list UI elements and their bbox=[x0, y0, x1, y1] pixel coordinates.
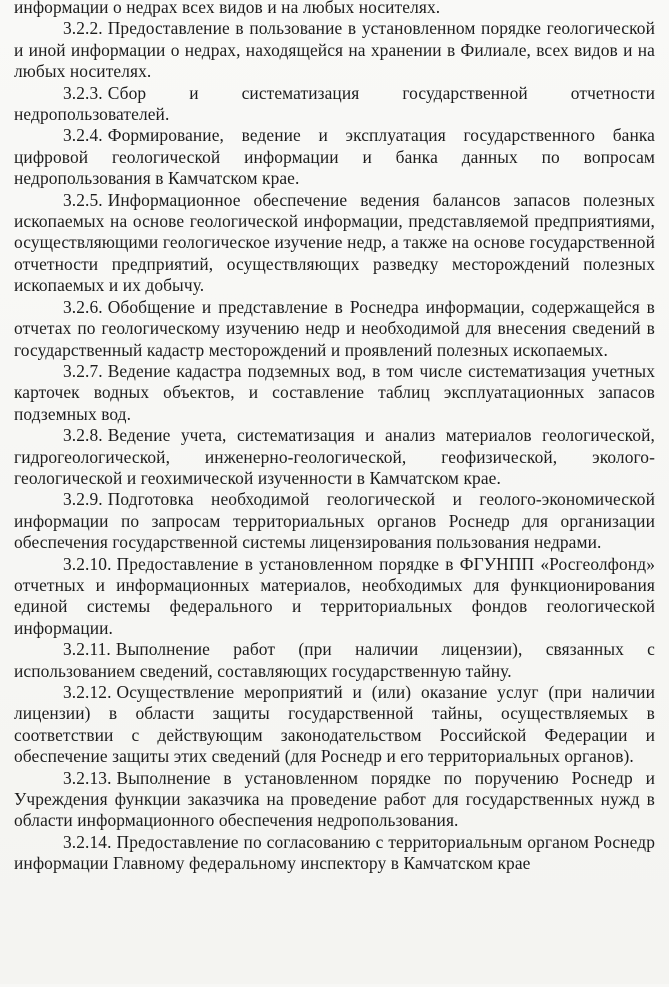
paragraph-number: 3.2.5. bbox=[63, 189, 103, 210]
paragraph-text: Формирование, ведение и эксплуатация государственного банка цифровой геологической информации и банка данных по вопросам недропользования в Камчатском крае. bbox=[14, 125, 655, 189]
paragraph-number: 3.2.14. bbox=[63, 831, 112, 852]
paragraph-text: информации о недрах всех видов и на любых носителях. bbox=[14, 0, 441, 17]
paragraph-text: Подготовка необходимой геологической и геолого-экономической информации по запросам территориальных органов Роснедр для организации обеспечения государственной системы лицензирования пользования недрами. bbox=[14, 489, 655, 553]
paragraph-3-2-9 bbox=[14, 489, 655, 553]
paragraph-text: Предоставление по согласованию с территориальным органом Роснедр информации Главному федеральному инспектору в Камчатском крае bbox=[14, 831, 655, 874]
paragraph-3-2-13 bbox=[14, 768, 655, 832]
paragraph-number: 3.2.11. bbox=[63, 639, 111, 660]
paragraph-number: 3.2.2. bbox=[63, 18, 103, 39]
paragraph-3-2-12 bbox=[14, 682, 655, 768]
paragraph-3-2-14 bbox=[14, 832, 655, 875]
paragraph-3-2-4 bbox=[14, 125, 655, 189]
paragraph-text: Выполнение в установленном порядке по поручению Роснедр и Учреждения функции заказчика на проведение работ для государственных нужд в области информационного обеспечения недропользования. bbox=[14, 767, 655, 831]
paragraph-number: 3.2.3. bbox=[63, 82, 103, 103]
paragraph-number: 3.2.4. bbox=[63, 125, 103, 146]
paragraph-number: 3.2.13. bbox=[63, 767, 112, 788]
paragraph-3-2-7 bbox=[14, 361, 655, 425]
paragraph-number: 3.2.9. bbox=[63, 489, 103, 510]
paragraph-text: Осуществление мероприятий и (или) оказание услуг (при наличии лицензии) в области защиты государственной тайны, осуществляемых в соответствии с действующим законодательством Российской Федерации и обеспечение защиты этих сведений (для Роснедр и его территориальных органов). bbox=[14, 682, 655, 767]
paragraph-text: Предоставление в пользование в установленном порядке геологической и иной информации о недрах, находящейся на хранении в Филиале, всех видов и на любых носителях. bbox=[14, 18, 655, 82]
paragraph-3-2-6 bbox=[14, 297, 655, 361]
paragraph-number: 3.2.6. bbox=[63, 296, 103, 317]
paragraph-text: Выполнение работ (при наличии лицензии), связанных с использованием сведений, составляющих государственную тайну. bbox=[14, 639, 655, 681]
paragraph-3-2-11 bbox=[14, 639, 655, 682]
paragraph-3-2-10 bbox=[14, 554, 655, 640]
paragraph-number: 3.2.12. bbox=[63, 682, 112, 702]
paragraph-3-2-5 bbox=[14, 190, 655, 297]
paragraph-3-2-2 bbox=[14, 18, 655, 82]
paragraph-text: Обобщение и представление в Роснедра информации, содержащейся в отчетах по геологическому изучению недр и необходимой для внесения сведений в государственный кадастр месторождений и проявлений полезных ископаемых. bbox=[14, 296, 655, 360]
paragraph-text: Сбор и систематизация государственной отчетности недропользователей. bbox=[14, 82, 655, 125]
paragraph-3-2-3 bbox=[14, 83, 655, 126]
paragraph-number: 3.2.8. bbox=[63, 425, 103, 446]
paragraph-number: 3.2.10. bbox=[63, 553, 112, 574]
paragraph-continuation bbox=[14, 0, 655, 18]
paragraph-text: Предоставление в установленном порядке в ФГУНПП «Росгеолфонд» отчетных и информационных материалов, необходимых для функционирования единой системы федерального и территориальных фондов геологической информации. bbox=[14, 553, 655, 638]
paragraph-text: Ведение кадастра подземных вод, в том числе систематизация учетных карточек водных объектов, и составление таблиц эксплуатационных запасов подземных вод. bbox=[14, 360, 655, 424]
paragraph-number: 3.2.7. bbox=[63, 360, 103, 381]
paragraph-text: Информационное обеспечение ведения балансов запасов полезных ископаемых на основе геологической информации, представляемой предприятиями, осуществляющими геологическое изучение недр, а также на основе государственной отчетности предприятий, осуществляющих разведку месторождений полезных ископаемых и их добычу. bbox=[14, 189, 655, 296]
paragraph-3-2-8 bbox=[14, 425, 655, 489]
paragraph-text: Ведение учета, систематизация и анализ материалов геологической, гидрогеологической, инженерно-геологической, геофизической, эколого-геологической и геохимической изученности в Камчатском крае. bbox=[14, 425, 655, 488]
